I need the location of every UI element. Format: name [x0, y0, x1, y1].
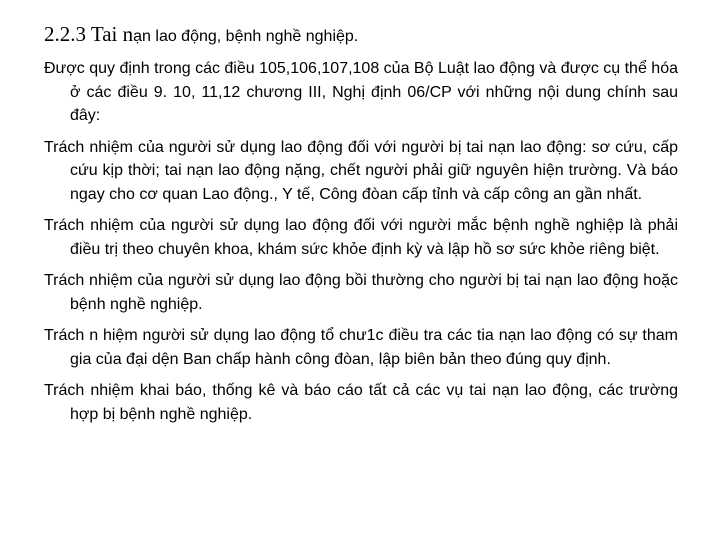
paragraph-reporting: Trách nhiệm khai báo, thống kê và báo cáo tất cả các vụ tai nạn lao động, các trường hợp bị bệnh nghề nghiệp.	[44, 382, 678, 423]
intro-paragraph: Được quy định trong các điều 105,106,107,108 của Bộ Luật lao động và được cụ thể hóa ở các điều 9. 10, 11,12 chương III, Nghị định 06/CP với những nội dung chính sau đây:	[44, 60, 678, 124]
body-text	[44, 57, 678, 434]
heading-number: 2.2.3 Tai n	[44, 22, 134, 46]
paragraph-compensation: Trách nhiệm của người sử dụng lao động bồi thường cho người bị tai nạn lao động hoặc bệnh nghề nghiệp.	[44, 272, 678, 313]
heading-title: ạn lao động, bệnh nghề nghiệp.	[133, 28, 359, 45]
paragraph-accident-responsibility: Trách nhiệm của người sử dụng lao động đối với người bị tai nạn lao động: sơ cứu, cấp cứu kịp thời; tai nạn lao động nặng, chết người phải giữ nguyên hiện trường. Và báo ngay cho cơ quan Lao động., Y tế, Công đòan cấp tỉnh và cấp công an gần nhất.	[44, 138, 678, 203]
section-heading	[44, 20, 684, 51]
paragraph-occupational-disease: Trách nhiệm của người sử dụng lao động đối với người mắc bệnh nghề nghiệp là phải điều trị theo chuyên khoa, khám sức khỏe định kỳ và lập hồ sơ sức khỏe riêng biệt.	[44, 217, 678, 258]
paragraph-investigation: Trách n hiệm người sử dụng lao động tổ chư1c điều tra các tia nạn lao động có sự tham gia của đại dện Ban chấp hành công đòan, lập biên bản theo đúng quy định.	[44, 327, 678, 368]
